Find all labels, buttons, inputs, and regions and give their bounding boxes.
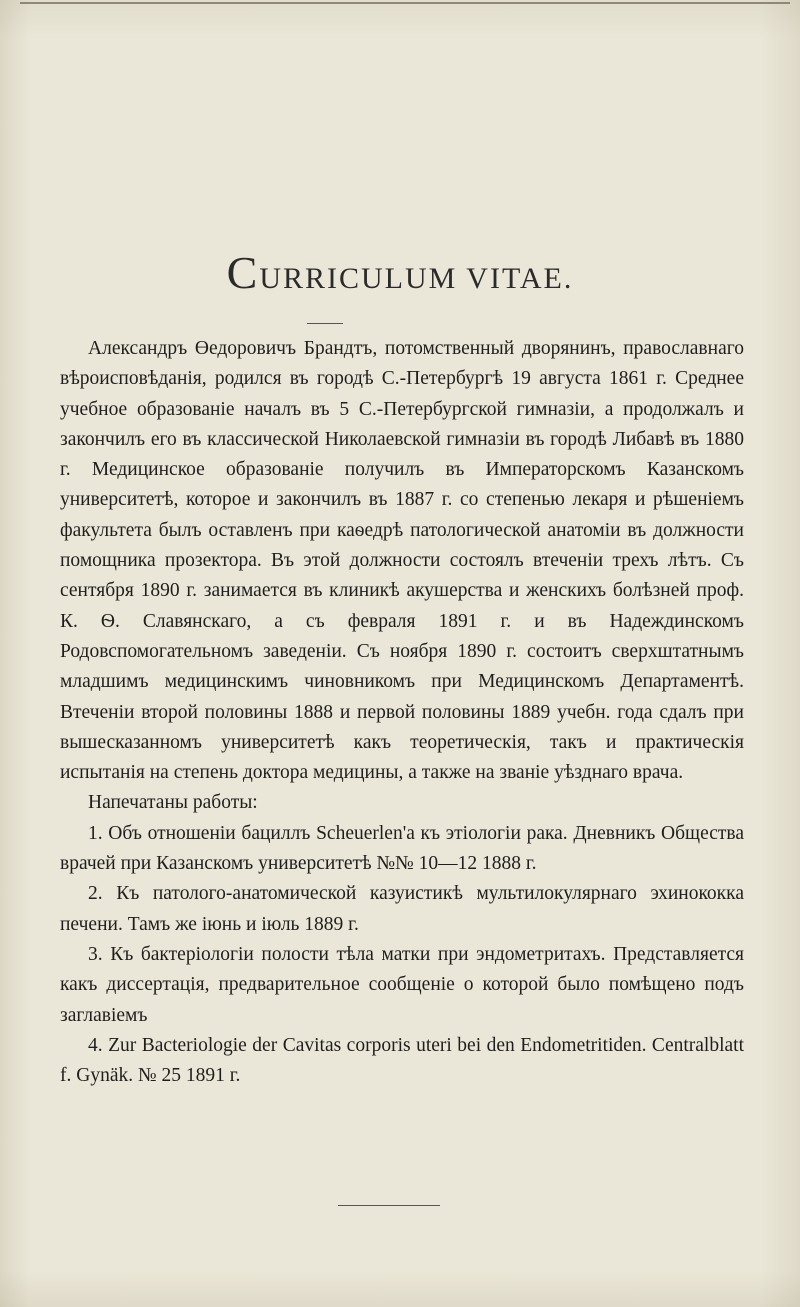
work-item-1: 1. Объ отношеніи бациллъ Scheuerlen'а къ этіологіи рака. Дневникъ Общества врачей при Казанскомъ университетѣ №№ 10—12 1888 г.	[60, 822, 744, 875]
work-item-2: 2. Къ патолого-анатомической казуистикѣ мультилокулярнаго эхинококка печени. Тамъ же іюнь и іюль 1889 г.	[60, 883, 744, 935]
closing-rule	[338, 1205, 440, 1206]
biography-paragraph: Александръ Өедоровичъ Брандтъ, потомственный дворянинъ, православнаго вѣроисповѣданія, родился въ городѣ С.-Петербургѣ 19 августа 1861 г. Среднее учебное образованіе началъ въ 5 С.-Петербургской гимназіи, а продолжалъ и закончилъ его въ классической Николаевской гимназіи въ городѣ Либавѣ въ 1880 г. Медицинское образованіе получилъ въ Императорскомъ Казанскомъ университетѣ, которое и закончилъ въ 1887 г. со степенью лекаря и рѣшеніемъ факультета былъ оставленъ при каѳедрѣ патологической анатоміи въ должности помощника прозектора. Въ этой должности состоялъ втеченіи трехъ лѣтъ. Съ сентября 1890 г. занимается въ клиникѣ акушерства и женскихъ болѣзней проф. К. Ѳ. Славянскаго, а съ февраля 1891 г. и въ Надеждинскомъ Родовспомогательномъ заведеніи. Съ ноября 1890 г. состоитъ сверхштатнымъ младшимъ медицинскимъ чиновникомъ при Медицинскомъ Департаментѣ. Втеченіи второй половины 1888 и первой половины 1889 учебн. года сдалъ при вышесказанномъ университетѣ какъ теоретическія, такъ и практическія испытанія на степень доктора медицины, а также на званіе уѣзднаго врача.	[60, 338, 744, 784]
work-item-3: 3. Къ бактеріологіи полости тѣла матки при эндометритахъ. Представляется какъ диссертація, предварительное сообщеніе о которой было помѣщено подъ заглавіемъ	[60, 943, 744, 1026]
work-item-4: 4. Zur Bacteriologie der Cavitas corporis uteri bei den Endometritiden. Centralblatt f. Gynäk. № 25 1891 г.	[60, 1034, 744, 1087]
top-edge-rule	[20, 2, 790, 4]
page-title	[0, 247, 800, 298]
title-initial: C	[226, 247, 260, 298]
title-underline	[307, 323, 343, 324]
works-heading: Напечатаны работы:	[88, 792, 258, 814]
document-body	[60, 334, 744, 1091]
title-rest: URRICULUM VITAE.	[259, 262, 574, 295]
